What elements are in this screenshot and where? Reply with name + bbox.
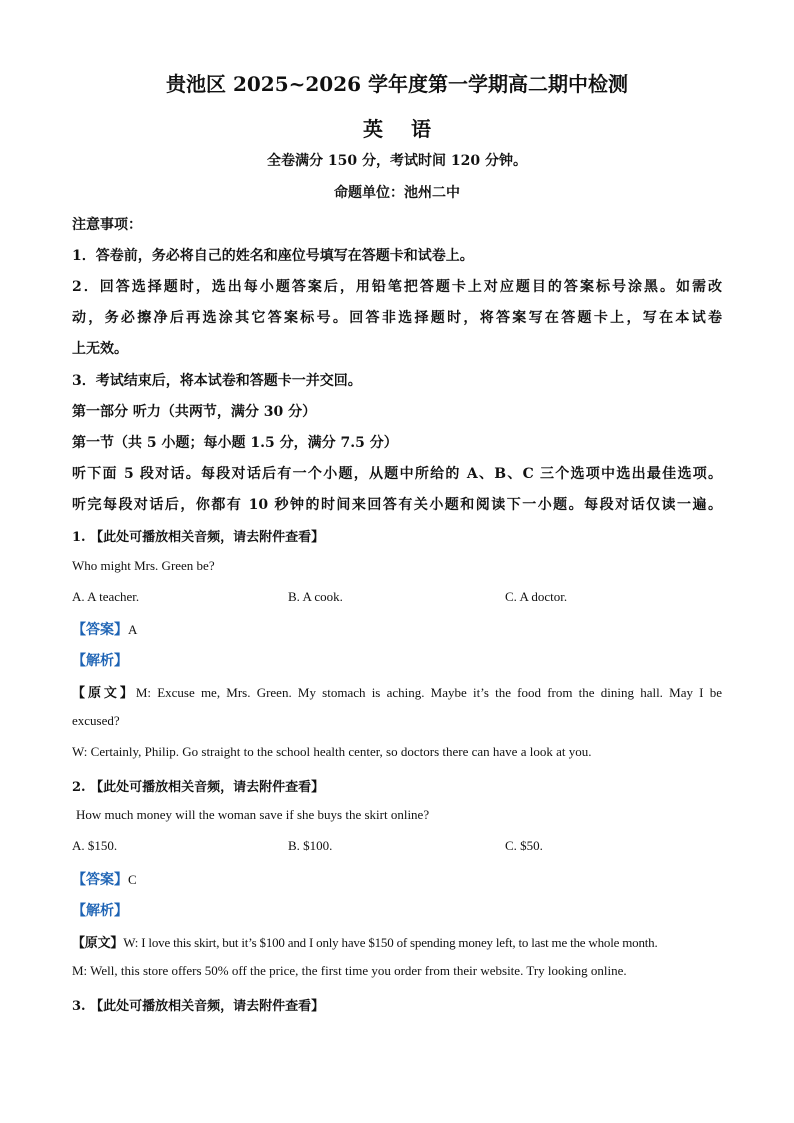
q1-option-a: A. A teacher. [72,589,140,604]
q1-option-c: C. A doctor. [505,589,568,604]
q2-audio-note: 2. 【此处可播放相关音频，请去附件查看】 [72,780,325,795]
q2-option-a: A. $150. [72,838,118,853]
notes-item-1: 1．答卷前，务必将自己的姓名和座位号填写在答题卡和试卷上。 [72,248,474,264]
q2-analysis-label: 【解析】 [72,903,128,919]
q2-transcript-line-1 [72,932,658,951]
notes-item-2-line-1: 2．回答选择题时，选出每小题答案后，用铅笔把答题卡上对应题目的答案标号涂黑。如需改 [72,279,722,295]
notes-item-3: 3．考试结束后，将本试卷和答题卡一并交回。 [72,373,362,389]
q1-answer-value: A [128,622,138,637]
q2-transcript-text-1: W: I love this skirt, but it’s $100 and I only have $150 of spending money left, to last me the whole month. [123,935,658,950]
notes-item-2-line-2: 动，务必擦净后再选涂其它答案标号。回答非选择题时，将答案写在答题卡上，写在本试卷 [72,310,722,326]
q1-transcript-line-3: W: Certainly, Philip. Go straight to the school health center, so doctors there can have a look at you. [72,744,592,759]
q1-transcript-line-1 [72,682,722,701]
instruction-line-2: 听完每段对话后，你都有 10 秒钟的时间来回答有关小题和阅读下一小题。每段对话仅读一遍。 [72,497,722,513]
q1-question: Who might Mrs. Green be? [72,558,215,573]
notes-item-2-line-3: 上无效。 [72,341,128,357]
q2-answer-value: C [128,872,137,887]
section1-title: 第一节（共 5 小题；每小题 1.5 分，满分 7.5 分） [72,435,398,451]
q1-transcript-line-2: excused? [72,713,120,728]
q1-audio-note: 1. 【此处可播放相关音频，请去附件查看】 [72,530,325,545]
instruction-line-1: 听下面 5 段对话。每段对话后有一个小题，从题中所给的 A、B、C 三个选项中选出最佳选项。 [72,466,722,482]
answer-label: 【答案】 [72,872,128,888]
transcript-label: 【原文】 [72,936,124,951]
q2-transcript-line-2: M: Well, this store offers 50% off the price, the first time you order from their website. Try looking online. [72,963,627,978]
q3-audio-note: 3. 【此处可播放相关音频，请去附件查看】 [72,999,325,1014]
part1-title: 第一部分 听力（共两节，满分 30 分） [72,404,317,420]
q2-answer-line [72,869,137,889]
q2-question: How much money will the woman save if she buys the skirt online? [76,807,430,822]
transcript-label: 【原文】 [72,686,136,701]
q1-answer-line [72,619,137,639]
setter-line: 命题单位：池州二中 [334,185,460,201]
exam-title: 贵池区 2025~2026 学年度第一学期高二期中检测 [165,72,628,96]
q1-transcript-text-1: M: Excuse me, Mrs. Green. My stomach is aching. Maybe it’s the food from the dining hall. May I be [135,685,722,700]
notes-heading: 注意事项： [72,217,142,233]
q2-option-c: C. $50. [505,838,543,853]
q1-analysis-label: 【解析】 [72,653,128,669]
subject-title: 英语 [363,117,459,141]
score-time-line: 全卷满分 150 分，考试时间 120 分钟。 [267,153,527,169]
answer-label: 【答案】 [72,622,128,638]
q1-option-b: B. A cook. [288,589,343,604]
q2-option-b: B. $100. [288,838,333,853]
